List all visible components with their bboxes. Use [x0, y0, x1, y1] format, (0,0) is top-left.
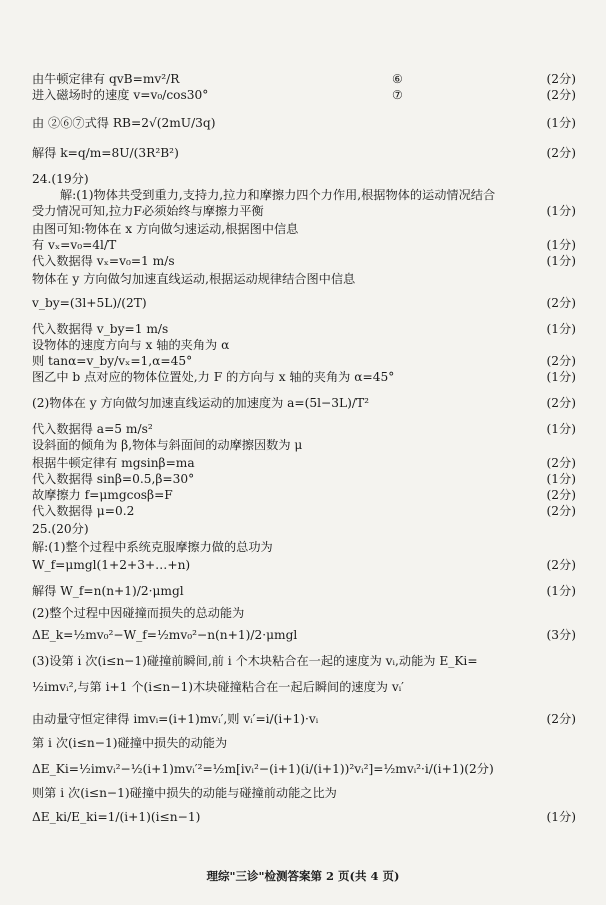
line-text: 由图可知:物体在 x 方向做匀速运动,根据图中信息: [32, 222, 299, 236]
score-label: (1分): [546, 322, 576, 336]
page-footer: 理综"三诊"检测答案第 2 页(共 4 页): [206, 869, 400, 883]
line-text: 物体在 y 方向做匀加速直线运动,根据运动规律结合图中信息: [32, 272, 356, 286]
line-text: v_by=(3l+5L)/(2T): [32, 296, 147, 310]
answer-line: [32, 116, 576, 131]
line-text: W_f=μmgl(1+2+3+…+n): [32, 558, 191, 572]
line-text: (3)设第 i 次(i≤n−1)碰撞前瞬间,前 i 个木块粘合在一起的速度为 vᵢ,动能为 E_Ki=: [32, 654, 478, 668]
answer-line: [32, 786, 576, 801]
answer-line: [32, 222, 576, 237]
answer-line: [32, 172, 576, 187]
answer-line: [32, 540, 576, 555]
line-text: 25.(20分): [32, 522, 89, 536]
line-text: 则 tanα=v_by/vₓ=1,α=45°: [32, 354, 193, 368]
answer-line: [32, 338, 576, 353]
score-label: (2分): [546, 396, 576, 410]
line-text: 则第 i 次(i≤n−1)碰撞中损失的动能与碰撞前动能之比为: [32, 786, 337, 800]
line-text: 第 i 次(i≤n−1)碰撞中损失的动能为: [32, 736, 228, 750]
score-label: (2分): [546, 146, 576, 160]
line-text: ½imvᵢ²,与第 i+1 个(i≤n−1)木块碰撞粘合在一起后瞬间的速度为 vᵢ′: [32, 680, 404, 694]
score-label: (1分): [546, 810, 576, 824]
line-text: 有 vₓ=v₀=4l/T: [32, 238, 117, 252]
line-text: 设物体的速度方向与 x 轴的夹角为 α: [32, 338, 230, 352]
line-text: 解得 k=q/m=8U/(3R²B²): [32, 146, 179, 160]
answer-line: [32, 654, 576, 669]
answer-line: [32, 272, 576, 287]
answer-line: [32, 204, 576, 219]
score-label: (1分): [546, 204, 576, 218]
line-text: 由牛顿定律有 qvB=mv²/R: [32, 72, 180, 86]
line-text: ΔE_Ki=½imvᵢ²−½(i+1)mvᵢ′²=½m[ivᵢ²−(i+1)(i/(i+1))²vᵢ²]=½mvᵢ²·i/(i+1)(2分): [32, 762, 494, 776]
score-label: (1分): [546, 254, 576, 268]
answer-line: [32, 762, 576, 777]
answer-line: [32, 736, 576, 751]
line-text: 代入数据得 μ=0.2: [32, 504, 135, 518]
equation-marker: ⑦: [392, 88, 403, 102]
score-label: (2分): [546, 456, 576, 470]
score-label: (2分): [546, 88, 576, 102]
score-label: (2分): [546, 712, 576, 726]
answer-line: [32, 322, 576, 337]
line-text: 设斜面的倾角为 β,物体与斜面间的动摩擦因数为 μ: [32, 438, 303, 452]
answer-line: [32, 438, 576, 453]
score-label: (1分): [546, 584, 576, 598]
answer-line: [32, 606, 576, 621]
answer-line: [32, 146, 576, 161]
score-label: (2分): [546, 558, 576, 572]
answer-line: [32, 558, 576, 573]
line-text: 解得 W_f=n(n+1)/2·μmgl: [32, 584, 184, 598]
answer-line: [32, 488, 576, 503]
answer-line: [32, 396, 576, 411]
line-text: 代入数据得 v_by=1 m/s: [32, 322, 169, 336]
score-label: (2分): [546, 296, 576, 310]
answer-line: [32, 472, 576, 487]
answer-line: [32, 422, 576, 437]
answer-line: [32, 628, 576, 643]
line-text: 解:(1)物体共受到重力,支持力,拉力和摩擦力四个力作用,根据物体的运动情况结合: [60, 188, 496, 202]
answer-line: [32, 238, 576, 253]
answer-line: [32, 584, 576, 599]
score-label: (2分): [546, 504, 576, 518]
score-label: (1分): [546, 422, 576, 436]
line-text: 图乙中 b 点对应的物体位置处,力 F 的方向与 x 轴的夹角为 α=45°: [32, 370, 395, 384]
line-text: 由 ②⑥⑦式得 RB=2√(2mU/3q): [32, 116, 216, 130]
score-label: (1分): [546, 116, 576, 130]
line-text: 代入数据得 a=5 m/s²: [32, 422, 153, 436]
answer-line: [32, 712, 576, 727]
line-text: 进入磁场时的速度 v=v₀/cos30°: [32, 88, 209, 102]
line-text: (2)物体在 y 方向做匀加速直线运动的加速度为 a=(5l−3L)/T²: [32, 396, 369, 410]
score-label: (1分): [546, 238, 576, 252]
line-text: 24.(19分): [32, 172, 89, 186]
score-label: (1分): [546, 370, 576, 384]
line-text: ΔE_ki/E_ki=1/(i+1)(i≤n−1): [32, 810, 201, 824]
answer-line: [32, 370, 576, 385]
score-label: (3分): [546, 628, 576, 642]
line-text: 解:(1)整个过程中系统克服摩擦力做的总功为: [32, 540, 273, 554]
score-label: (2分): [546, 354, 576, 368]
answer-line: [32, 354, 576, 369]
answer-line: [32, 72, 576, 87]
answer-line: [60, 188, 576, 203]
line-text: 受力情况可知,拉力F必须始终与摩擦力平衡: [32, 204, 264, 218]
answer-line: [32, 504, 576, 519]
equation-marker: ⑥: [392, 72, 403, 86]
answer-line: [32, 680, 576, 695]
line-text: (2)整个过程中因碰撞而损失的总动能为: [32, 606, 245, 620]
score-label: (2分): [546, 72, 576, 86]
answer-line: [32, 254, 576, 269]
answer-line: [32, 522, 576, 537]
answer-line: [32, 456, 576, 471]
line-text: 根据牛顿定律有 mgsinβ=ma: [32, 456, 195, 470]
line-text: 由动量守恒定律得 imvᵢ=(i+1)mvᵢ′,则 vᵢ′=i/(i+1)·vᵢ: [32, 712, 319, 726]
line-text: 故摩擦力 f=μmgcosβ=F: [32, 488, 173, 502]
score-label: (1分): [546, 472, 576, 486]
answer-line: [32, 810, 576, 825]
line-text: ΔE_k=½mv₀²−W_f=½mv₀²−n(n+1)/2·μmgl: [32, 628, 298, 642]
answer-line: [32, 296, 576, 311]
line-text: 代入数据得 sinβ=0.5,β=30°: [32, 472, 195, 486]
score-label: (2分): [546, 488, 576, 502]
answer-line: [32, 88, 576, 103]
line-text: 代入数据得 vₓ=v₀=1 m/s: [32, 254, 175, 268]
